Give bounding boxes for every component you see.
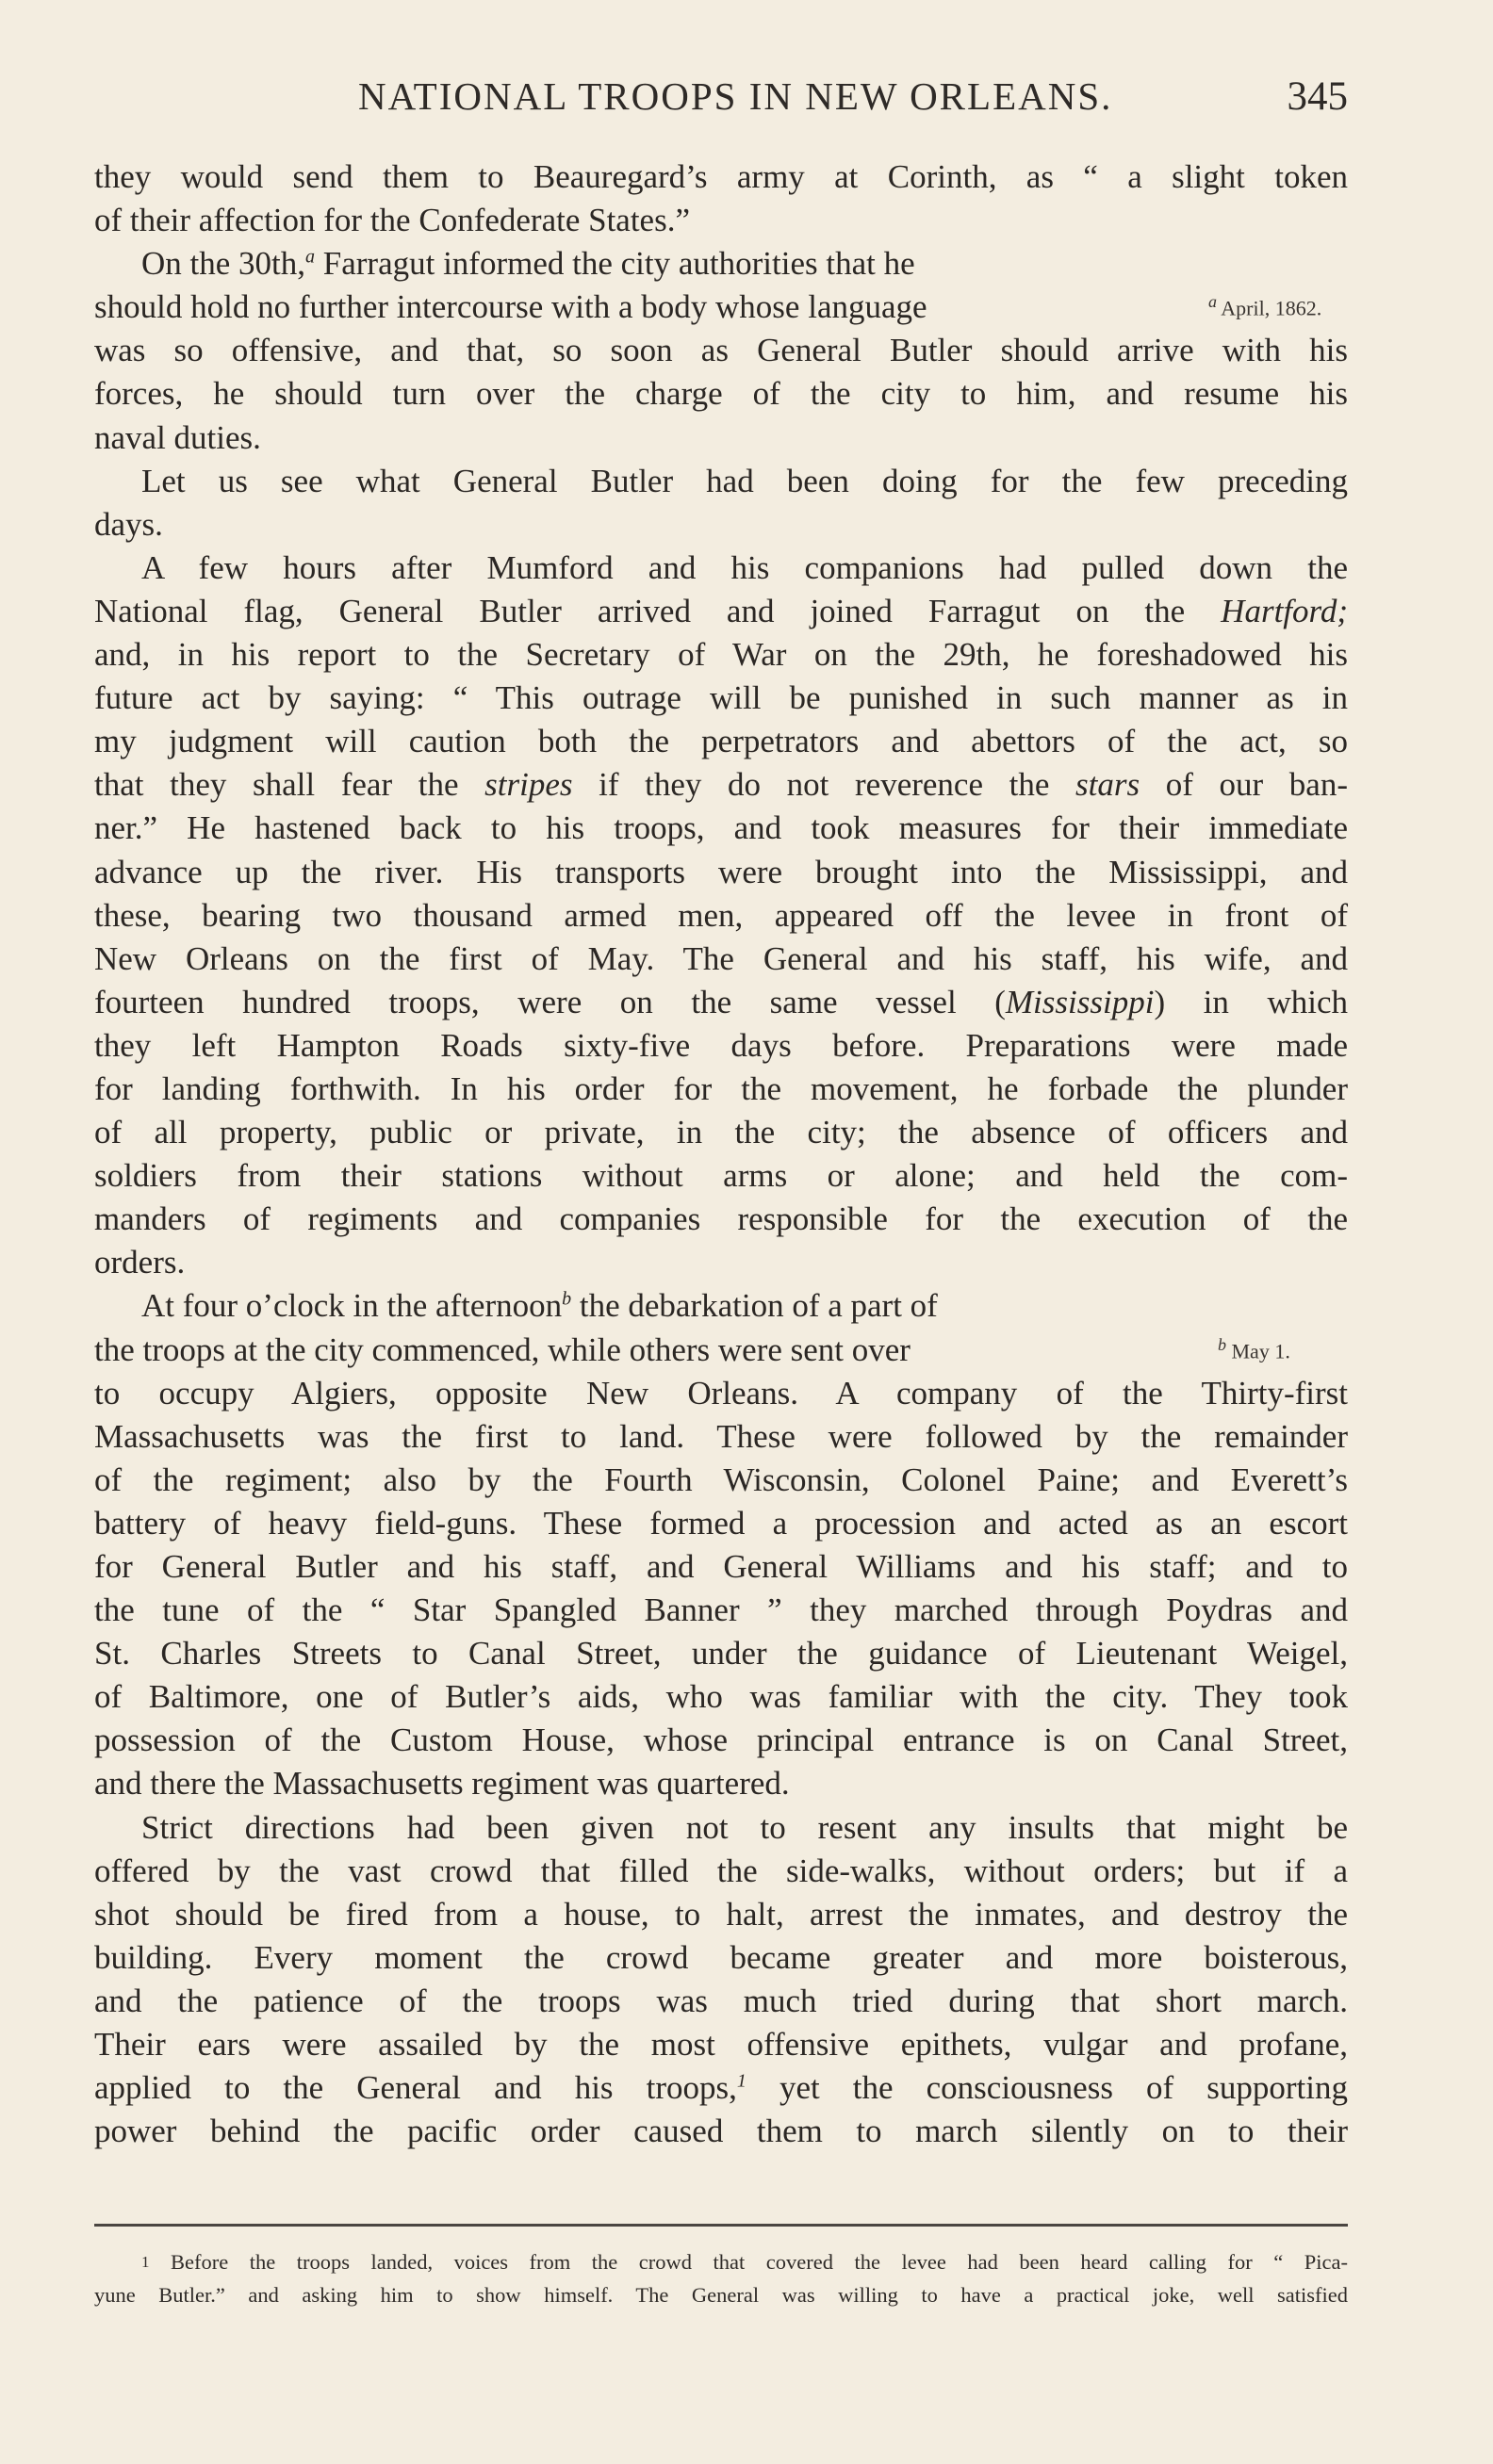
text-line: A few hours after Mumford and his companions had pulled down the <box>141 548 1348 586</box>
text-line: New Orleans on the first of May. The General and his staff, his wife, and <box>94 939 1348 977</box>
text-line: fourteen hundred troops, were on the same vessel (Mississippi) in which <box>94 983 1348 1020</box>
footnote <box>94 2245 1348 2311</box>
running-head-title: NATIONAL TROOPS IN NEW ORLEANS. <box>358 74 1113 118</box>
text-line: orders. <box>94 1244 186 1281</box>
footnote-line: yune Butler.” and asking him to show himself. The General was willing to have a practical joke, well satisfied <box>94 2283 1348 2307</box>
text-line: offered by the vast crowd that filled the side-walks, without orders; but if a <box>94 1852 1348 1889</box>
text-line: battery of heavy field-guns. These formed a procession and acted as an escort <box>94 1504 1348 1542</box>
text-line: Their ears were assailed by the most offensive epithets, vulgar and profane, <box>94 2026 1348 2064</box>
text-line: that they shall fear the stripes if they do not reverence the stars of our ban- <box>94 766 1348 804</box>
italic-text: stars <box>1075 766 1140 804</box>
sidenote-mark: b <box>562 1288 572 1310</box>
text-line: forces, he should turn over the charge of the city to him, and resume his <box>94 375 1348 413</box>
text-line: of their affection for the Confederate States.” <box>94 202 690 239</box>
running-head <box>94 73 1348 130</box>
text-line: was so offensive, and that, so soon as General Butler should arrive with his <box>94 332 1348 369</box>
text-line: At four o’clock in the afternoon$^b$ the debarkation of a part of <box>141 1287 938 1325</box>
text-line: of all property, public or private, in the city; the absence of officers and <box>94 1114 1348 1151</box>
text-line: St. Charles Streets to Canal Street, under the guidance of Lieutenant Weigel, <box>94 1635 1348 1673</box>
margin-note-may-1: $^b$ May 1. <box>1218 1335 1290 1363</box>
text-line: of Baltimore, one of Butler’s aids, who was familiar with the city. They took <box>94 1678 1348 1716</box>
text-line: of the regiment; also by the Fourth Wisconsin, Colonel Paine; and Everett’s <box>94 1460 1348 1498</box>
sidenote-mark: a <box>305 246 316 268</box>
body-text <box>94 155 1348 2153</box>
text-line: Strict directions had been given not to resent any insults that might be <box>141 1808 1348 1846</box>
text-line: soldiers from their stations without arms or alone; and held the com- <box>94 1157 1348 1195</box>
text-line: should hold no further intercourse with a body whose language <box>94 288 927 326</box>
text-line: future act by saying: “ This outrage will be punished in such manner as in <box>94 679 1348 717</box>
text-line: they would send them to Beauregard’s army at Corinth, as “ a slight token <box>94 158 1348 195</box>
footnote-mark: 1 <box>141 2253 150 2271</box>
italic-text: stripes <box>484 766 573 804</box>
footnote-line: 1 Before the troops landed, voices from the crowd that covered the levee had been heard calling for “ Pica- <box>141 2250 1349 2274</box>
text-line: power behind the pacific order caused them to march silently on to their <box>94 2113 1348 2150</box>
text-line: advance up the river. His transports were brought into the Mississippi, and <box>94 853 1348 890</box>
text-line: to occupy Algiers, opposite New Orleans. A company of the Thirty-first <box>94 1374 1348 1411</box>
italic-text: Mississippi <box>1005 983 1155 1020</box>
text-line: manders of regiments and companies responsible for the execution of the <box>94 1200 1348 1238</box>
text-line: and the patience of the troops was much tried during that short march. <box>94 1982 1348 2019</box>
text-line: the tune of the “ Star Spangled Banner ” they marched through Poydras and <box>94 1591 1348 1629</box>
footnote-reference: 1 <box>736 2070 746 2092</box>
text-line: Let us see what General Butler had been doing for the few preceding <box>141 462 1348 499</box>
italic-text: Hartford; <box>1221 592 1348 629</box>
text-line: my judgment will caution both the perpetrators and abettors of the act, so <box>94 723 1348 760</box>
text-line: On the 30th,$^a$ Farragut informed the city authorities that he <box>141 245 915 283</box>
text-line: for landing forthwith. In his order for the movement, he forbade the plunder <box>94 1069 1348 1107</box>
text-line: ner.” He hastened back to his troops, and took measures for their immediate <box>94 809 1348 847</box>
text-line: days. <box>94 505 163 543</box>
text-line: naval duties. <box>94 418 261 456</box>
text-line: these, bearing two thousand armed men, appeared off the levee in front of <box>94 896 1348 934</box>
text-line: National flag, General Butler arrived and joined Farragut on the Hartford; <box>94 592 1348 629</box>
page-number: 345 <box>1287 74 1348 119</box>
text-line: shot should be fired from a house, to halt, arrest the inmates, and destroy the <box>94 1895 1348 1933</box>
text-line: possession of the Custom House, whose principal entrance is on Canal Street, <box>94 1722 1348 1759</box>
footnote-rule <box>94 2224 1348 2227</box>
margin-note-april-1862: $^a$ April, 1862. <box>1208 292 1322 320</box>
text-line: and, in his report to the Secretary of War on the 29th, he foreshadowed his <box>94 636 1348 674</box>
text-line: the troops at the city commenced, while others were sent over <box>94 1330 911 1368</box>
text-line: they left Hampton Roads sixty-five days before. Preparations were made <box>94 1026 1348 1064</box>
text-line: for General Butler and his staff, and General Williams and his staff; and to <box>94 1548 1348 1585</box>
text-line: and there the Massachusetts regiment was quartered. <box>94 1765 790 1803</box>
text-line: applied to the General and his troops,$^1$ yet the consciousness of supporting <box>94 2069 1348 2107</box>
text-line: building. Every moment the crowd became greater and more boisterous, <box>94 1938 1348 1976</box>
text-line: Massachusetts was the first to land. These were followed by the remainder <box>94 1417 1348 1455</box>
